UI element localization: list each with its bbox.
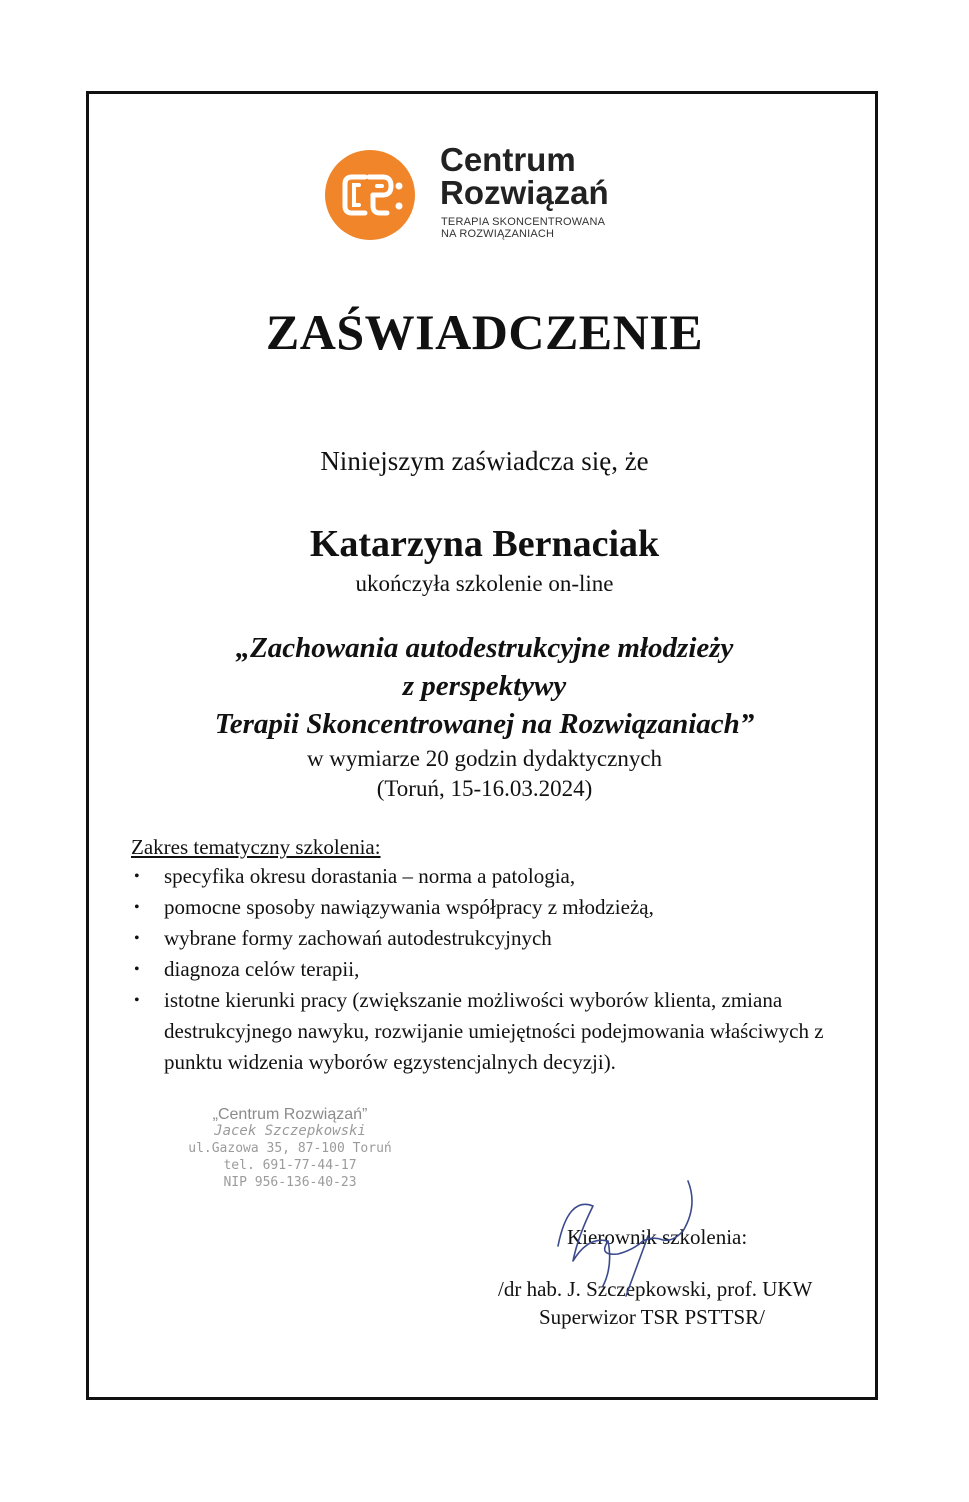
bullet-icon: • [134, 899, 140, 916]
company-stamp [170, 1106, 410, 1191]
handwritten-signature [548, 1176, 728, 1301]
course-title [0, 629, 969, 743]
stamp-line1: „Centrum Rozwiązań” [212, 1106, 368, 1123]
scope-heading: Zakres tematyczny szkolenia: [131, 835, 381, 859]
stamp-line5: NIP 956-136-40-23 [223, 1175, 357, 1190]
intro-text: Niniejszym zaświadcza się, że [320, 446, 649, 476]
completion-text: ukończyła szkolenie on-line [355, 571, 614, 596]
cr-monogram-logo-icon [325, 150, 415, 240]
course-place-dates: (Toruń, 15-16.03.2024) [376, 776, 593, 801]
logo-name-line2: Rozwiązań [440, 174, 609, 211]
list-item-text: istotne kierunki pracy (zwiększanie możliwości wyborów klienta, zmiana destrukcyjnego nawyku, rozwijanie umiejętności podejmowania właściwych z punktu widzenia wyborów egzystencjalnych decyzji). [164, 988, 824, 1074]
list-item-text: pomocne sposoby nawiązywania współpracy z młodzieżą, [164, 895, 654, 919]
list-item [131, 954, 876, 985]
stamp-line4: tel. 691-77-44-17 [223, 1158, 357, 1173]
course-hours: w wymiarze 20 godzin dydaktycznych [306, 746, 663, 771]
bullet-icon: • [134, 992, 140, 1009]
logo-tagline-line1: TERAPIA SKONCENTROWANA [441, 216, 606, 228]
bullet-icon: • [134, 868, 140, 885]
certificate-title: ZAŚWIADCZENIE [265, 304, 704, 360]
course-title-line2: z perspektywy [402, 670, 567, 702]
logo-name [440, 143, 609, 209]
logo-name-line1: Centrum [440, 141, 576, 178]
list-item [131, 861, 876, 892]
logo-tagline-line2: NA ROZWIĄZANIACH [441, 228, 555, 240]
stamp-line2: Jacek Szczepkowski [214, 1123, 366, 1139]
list-item-text: wybrane formy zachowań autodestrukcyjnych [164, 926, 552, 950]
signature-label: Kierownik szkolenia: [567, 1225, 748, 1249]
scope-list [131, 861, 876, 1078]
bullet-icon: • [134, 930, 140, 947]
list-item [131, 985, 876, 1078]
course-title-line1: „Zachowania autodestrukcyjne młodzieży [235, 632, 734, 664]
recipient-name: Katarzyna Bernaciak [309, 523, 660, 565]
signatory-role: Superwizor TSR PSTTSR/ [539, 1305, 765, 1329]
stamp-line3: ul.Gazowa 35, 87-100 Toruń [188, 1141, 392, 1156]
logo-tagline [441, 216, 605, 240]
bullet-icon: • [134, 961, 140, 978]
list-item-text: diagnoza celów terapii, [164, 957, 360, 981]
list-item [131, 923, 876, 954]
list-item [131, 892, 876, 923]
signatory-name: /dr hab. J. Szczepkowski, prof. UKW [498, 1277, 813, 1301]
course-title-line3: Terapii Skoncentrowanej na Rozwiązaniach” [214, 708, 755, 740]
list-item-text: specyfika okresu dorastania – norma a patologia, [164, 864, 576, 888]
